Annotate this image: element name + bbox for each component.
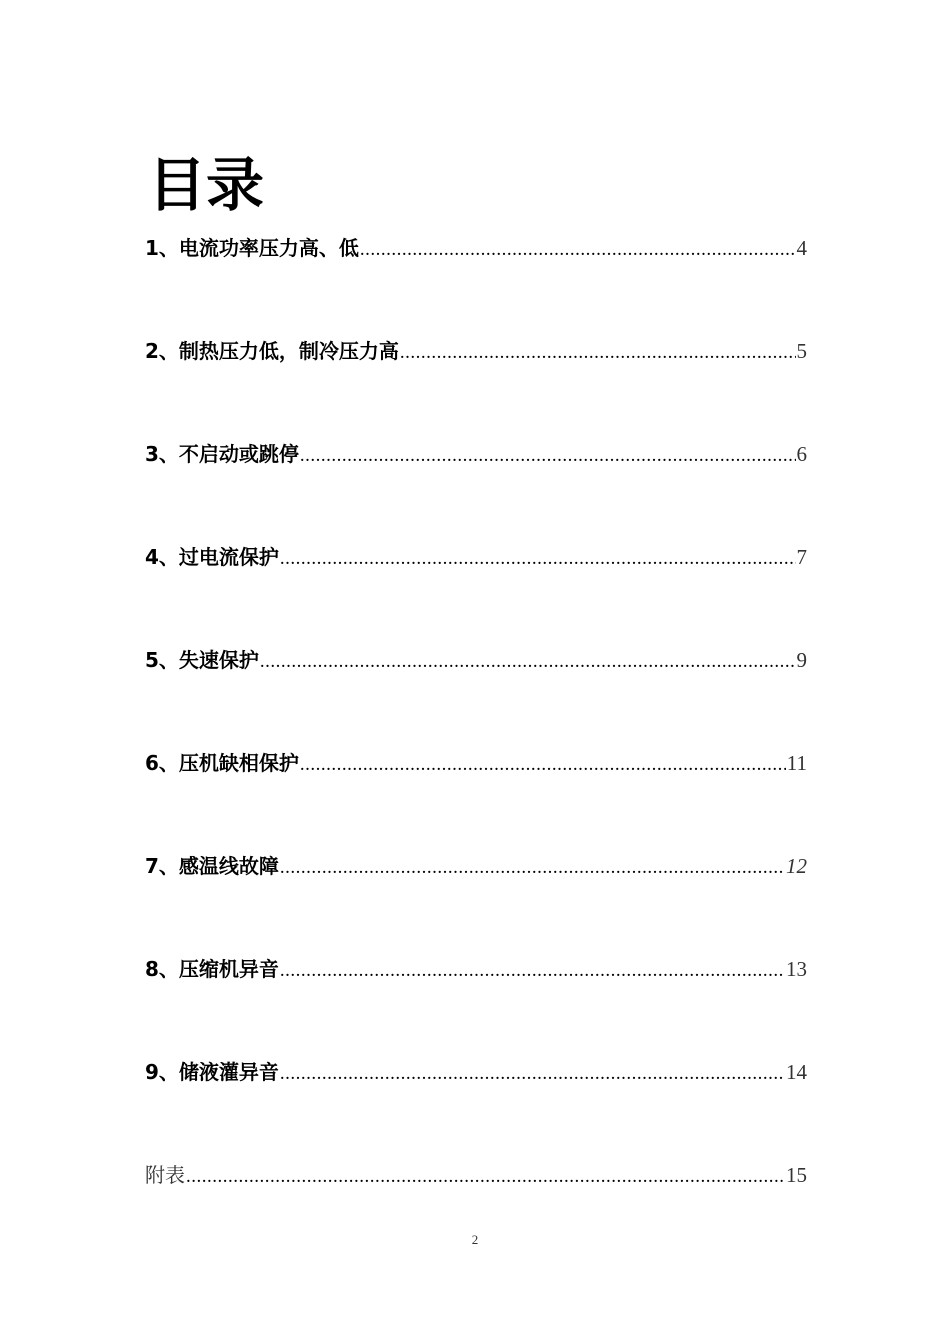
toc-dot-leader xyxy=(280,850,785,886)
toc-dot-leader xyxy=(280,1056,785,1092)
toc-entry-label: 9、储液灌异音 xyxy=(145,1060,279,1084)
toc-entry-2[interactable] xyxy=(145,333,807,369)
toc-entry-3[interactable] xyxy=(145,436,807,472)
toc-dot-leader xyxy=(360,232,796,268)
toc-entry-page: 13 xyxy=(786,957,807,981)
toc-entry-5[interactable] xyxy=(145,642,807,678)
page-number: 2 xyxy=(471,1232,479,1247)
toc-entry-label: 3、不启动或跳停 xyxy=(145,442,299,466)
toc-entry-label: 附表 xyxy=(145,1163,185,1187)
toc-entry-label: 5、失速保护 xyxy=(145,648,259,672)
toc-entry-page: 12 xyxy=(786,854,807,878)
toc-entry-page: 5 xyxy=(796,339,807,363)
toc-entry-label: 6、压机缺相保护 xyxy=(145,751,299,775)
toc-entry-8[interactable] xyxy=(145,951,807,987)
toc-entry-page: 4 xyxy=(796,236,807,260)
toc-dot-leader xyxy=(400,335,796,371)
toc-entry-page: 6 xyxy=(796,442,807,466)
toc-dot-leader xyxy=(300,747,786,783)
toc-entry-label: 2、制热压力低，制冷压力高 xyxy=(145,339,399,363)
toc-entry-page: 14 xyxy=(786,1060,807,1084)
toc-entry-label: 7、感温线故障 xyxy=(145,854,279,878)
toc-entry-label: 1、电流功率压力高、低 xyxy=(145,236,359,260)
toc-entry-page: 7 xyxy=(796,545,807,569)
toc-entry-9[interactable] xyxy=(145,1054,807,1090)
toc-entry-7[interactable] xyxy=(145,848,807,884)
toc-dot-leader xyxy=(300,438,796,474)
toc-dot-leader xyxy=(260,644,796,680)
toc-entry-6[interactable] xyxy=(145,745,807,781)
toc-dot-leader xyxy=(186,1159,785,1195)
toc-entry-label: 8、压缩机异音 xyxy=(145,957,279,981)
toc-dot-leader xyxy=(280,541,796,577)
toc-entry-appendix[interactable] xyxy=(145,1157,807,1193)
toc-entry-page: 9 xyxy=(796,648,807,672)
toc-entry-page: 15 xyxy=(786,1163,807,1187)
toc-entry-label: 4、过电流保护 xyxy=(145,545,279,569)
page-title: 目录 xyxy=(148,151,265,219)
toc-entry-4[interactable] xyxy=(145,539,807,575)
toc-dot-leader xyxy=(280,953,785,989)
toc-entry-page: 11 xyxy=(786,751,807,775)
toc-entry-1[interactable] xyxy=(145,230,807,266)
